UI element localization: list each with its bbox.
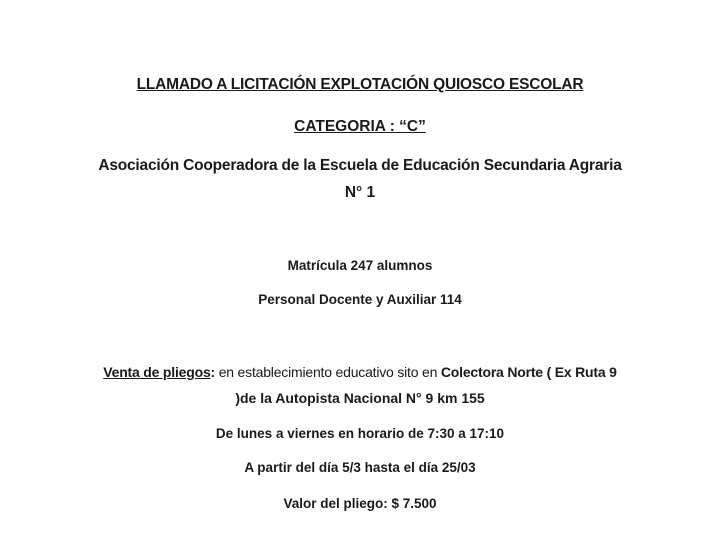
- hours-text: De lunes a viernes en horario de 7:30 a 17:10: [215, 426, 505, 441]
- staff-text: Personal Docente y Auxiliar 114: [258, 292, 462, 307]
- title-text: LLAMADO A LICITACIÓN EXPLOTACIÓN QUIOSCO ESCOLAR: [136, 76, 584, 93]
- dates-text: A partir del día 5/3 hasta el día 25/03: [244, 460, 476, 475]
- sale-text: en establecimiento educativo sito en: [215, 364, 441, 380]
- association-name-line2: N° 1: [344, 184, 376, 201]
- sale-colon: :: [210, 364, 215, 380]
- sale-label: Venta de pliegos: [103, 364, 211, 380]
- category-text: CATEGORIA : “C”: [294, 118, 426, 135]
- price-text: Valor del pliego: $ 7.500: [283, 496, 437, 511]
- sale-info-line1: [0, 364, 720, 380]
- document-title: [0, 76, 720, 94]
- enrollment-text: Matrícula 247 alumnos: [287, 258, 433, 273]
- sale-location-line2: )de la Autopista Nacional N° 9 km 155: [235, 390, 485, 406]
- category-heading: [0, 118, 720, 136]
- association-name-line1: Asociación Cooperadora de la Escuela de Educación Secundaria Agraria: [98, 157, 622, 174]
- sale-location-line1: Colectora Norte ( Ex Ruta 9: [440, 364, 617, 380]
